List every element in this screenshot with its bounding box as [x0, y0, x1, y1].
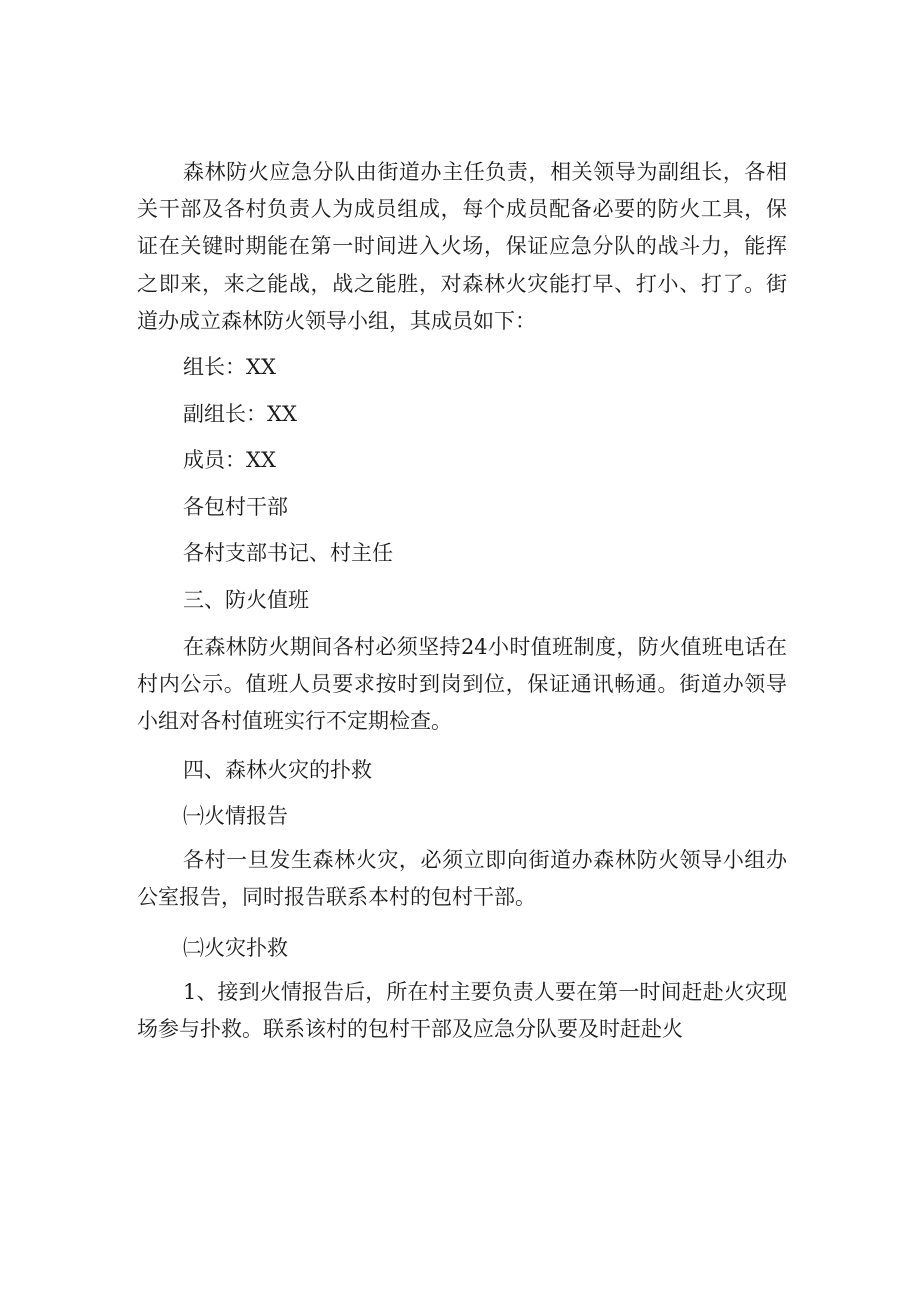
member-group-village-secretaries: 各村支部书记、村主任: [183, 541, 393, 566]
subheading-fire-report: ㈠火情报告: [183, 804, 288, 829]
subheading-fire-fighting: ㈡火灾扑救: [183, 936, 288, 961]
document-page: [137, 154, 787, 1048]
member-group-village-cadres: 各包村干部: [183, 494, 288, 519]
deputy-leader-line: 副组长：XX: [183, 401, 297, 426]
leader-line: 组长：XX: [183, 355, 276, 380]
paragraph-fire-duty: 在森林防火期间各村必须坚持24小时值班制度，防火值班电话在村内公示。值班人员要求按时到岗到位，保证通讯畅通。街道办领导小组对各村值班实行不定期检查。: [137, 635, 787, 734]
members-line: 成员：XX: [183, 448, 276, 473]
paragraph-fire-report: 各村一旦发生森林火灾，必须立即向街道办森林防火领导小组办公室报告，同时报告联系本村的包村干部。: [137, 847, 787, 909]
section-heading-fire-fighting: 四、森林火灾的扑救: [183, 757, 372, 782]
paragraph-fire-response: 1、接到火情报告后，所在村主要负责人要在第一时间赶赴火灾现场参与扑救。联系该村的包村干部及应急分队要及时赶赴火: [137, 979, 787, 1041]
section-heading-fire-duty: 三、防火值班: [183, 587, 309, 612]
paragraph-emergency-team: 森林防火应急分队由街道办主任负责，相关领导为副组长，各相关干部及各村负责人为成员组成，每个成员配备必要的防火工具，保证在关键时期能在第一时间进入火场，保证应急分队的战斗力，能挥之即来，来之能战，战之能胜，对森林火灾能打早、打小、打了。街道办成立森林防火领导小组，其成员如下：: [137, 160, 787, 333]
